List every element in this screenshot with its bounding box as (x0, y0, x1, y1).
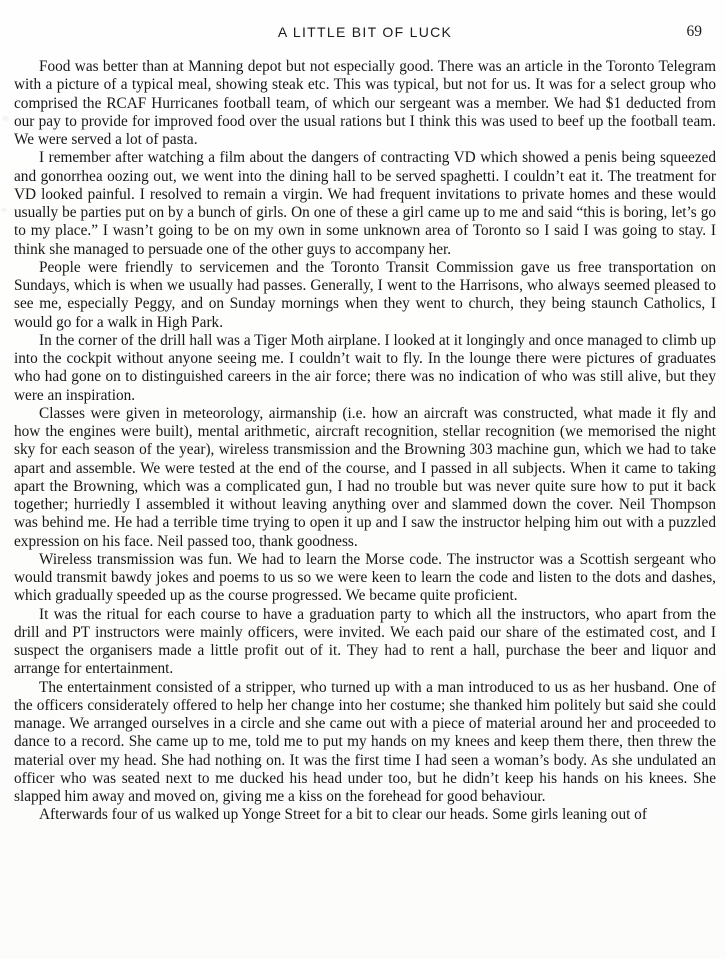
paragraph-food-rations: Food was better than at Manning depot but not especially good. There was an article in the Toronto Telegram with a picture of a typical meal, showing steak etc. This was typical, but not for us. It was for a select group who comprised the RCAF Hurricanes football team, of which our sergeant was a member. We had $1 deducted from our pay to provide for improved food over the usual rations but I think this was used to beef up the football team. We were served a lot of pasta. (14, 58, 716, 148)
paragraph-yonge-street: Afterwards four of us walked up Yonge Street for a bit to clear our heads. Some girls leaning out of (39, 806, 647, 824)
page-header (14, 24, 716, 44)
running-head-title: A LITTLE BIT OF LUCK (277, 24, 453, 40)
paragraph-vd-film: I remember after watching a film about the dangers of contracting VD which showed a penis being squeezed and gonorrhea oozing out, we went into the dining hall to be served spaghetti. I couldn’t eat it. The treatment for VD looked painful. I resolved to remain a virgin. We had frequent invitations to private homes and these would usually be parties put on by a bunch of girls. On one of these a girl came up to me and said “this is boring, let’s go to my place.” I wasn’t going to be on my own in some unknown area of Toronto so I said I was going to stay. I think she managed to persuade one of the other guys to accompany her. (14, 149, 716, 258)
scan-smudge (1, 208, 7, 212)
paragraph-classes-browning: Classes were given in meteorology, airmanship (i.e. how an aircraft was constructed, what made it fly and how the engines were built), mental arithmetic, aircraft recognition, stellar recognition (we memorised the night sky for each season of the year), wireless transmission and the Browning 303 machine gun, which we had to take apart and assemble. We were tested at the end of the course, and I passed in all subjects. When it came to taking apart the Browning, which was a complicated gun, I had no trouble but was never quite sure how to put it back together; hurriedly I assembled it without leaving anything over and slammed down the cover. Neil Thompson was behind me. He had a terrible time trying to open it up and I saw the instructor helping him out with a puzzled expression on his face. Neil passed too, thank goodness. (14, 404, 716, 550)
paragraph-graduation-party: It was the ritual for each course to have a graduation party to which all the instructors, who apart from the drill and PT instructors were mainly officers, were invited. We each paid our share of the estimated cost, and I suspect the organisers made a little profit out of it. They had to rent a hall, purchase the beer and liquor and arrange for entertainment. (14, 605, 716, 678)
paragraph-entertainment: The entertainment consisted of a stripper, who turned up with a man introduced to us as her husband. One of the officers considerately offered to help her change into her costume; she thanked him politely but said she could manage. We arranged ourselves in a circle and she came out with a piece of material around her and proceeded to dance to a record. She came up to me, told me to put my hands on my knees and keep them there, then threw the material over my head. She had nothing on. It was the first time I had seen a woman’s body. As she undulated an officer who was seated next to me ducked his head under too, but he didn’t keep his hands on his knees. She slapped him away and moved on, giving me a kiss on the forehead for good behaviour. (14, 678, 716, 805)
page-body (14, 58, 716, 825)
paragraph-toronto-sundays: People were friendly to servicemen and the Toronto Transit Commission gave us free transportation on Sundays, which is when we usually had passes. Generally, I went to the Harrisons, who always seemed pleased to see me, especially Peggy, and on Sunday mornings when they went to church, they being staunch Catholics, I would go for a walk in High Park. (14, 258, 716, 331)
paragraph-tiger-moth: In the corner of the drill hall was a Tiger Moth airplane. I looked at it longingly and once managed to climb up into the cockpit without anyone seeing me. I couldn’t wait to fly. In the lounge there were pictures of graduates who had gone on to distinguished careers in the air force; there was no indication of who was still alive, but they were an inspiration. (14, 331, 716, 404)
paragraph-morse-code: Wireless transmission was fun. We had to learn the Morse code. The instructor was a Scottish sergeant who would transmit bawdy jokes and poems to us so we were keen to learn the code and listen to the dots and dashes, which gradually speeded up as the course progressed. We became quite proficient. (14, 550, 716, 605)
scan-smudge (2, 116, 9, 121)
page-number: 69 (686, 23, 702, 40)
